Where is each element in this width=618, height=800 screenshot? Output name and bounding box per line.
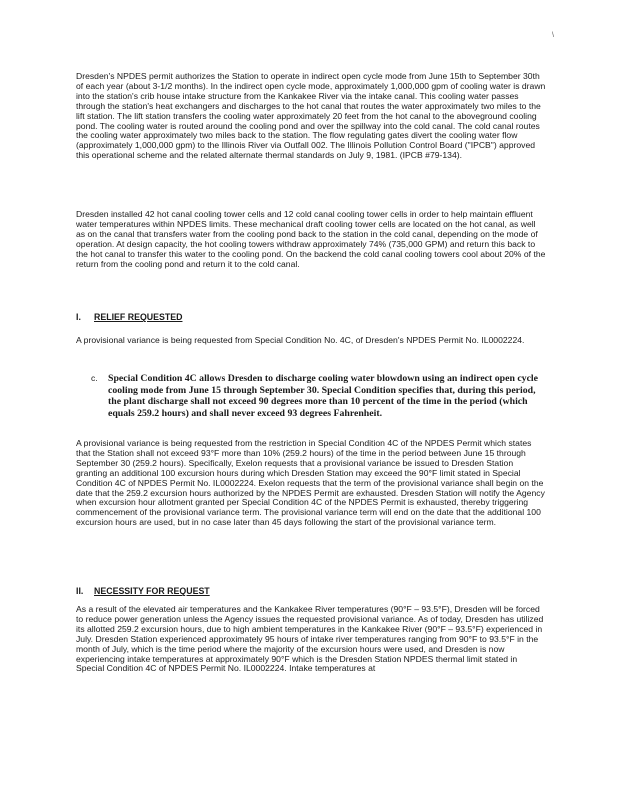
section-number: II. [76, 586, 84, 596]
paragraph-cooling-towers: Dresden installed 42 hot canal cooling tower cells and 12 cold canal cooling tower cells in order to help maintain effluent water temperatures within NPDES limits. These mechanical draft cooling tower cells are located on the hot canal, as well as on the canal that transfers water from the cooling pond back to the station in the cold canal, depending on the mode of operation. At design capacity, the hot cooling towers withdraw approximately 74% (735,000 GPM) and return this back to the hot canal to transfer this water to the cooling pond. On the backend the cold canal cooling towers cool about 20% of the return from the cooling pond and return it to the cold canal. [76, 209, 546, 269]
paragraph-variance-intro: A provisional variance is being requested from Special Condition No. 4C, of Dresden's NPDES Permit No. IL0002224. [76, 335, 525, 345]
corner-mark: \ [552, 32, 554, 39]
special-condition-text: Special Condition 4C allows Dresden to discharge cooling water blowdown using an indirect open cycle cooling mode from June 15 through September 30. Special Condition specifies that, during this period, the plant discharge shall not exceed 90 degrees more than 10 percent of the time in the period (which equals 259.2 hours) and shall never exceed 93 degrees Fahrenheit. [108, 373, 539, 419]
special-condition-item [91, 373, 543, 419]
list-marker: c. [91, 373, 98, 383]
paragraph-operation-mode: Dresden's NPDES permit authorizes the Station to operate in indirect open cycle mode from June 15th to September 30th of each year (about 3-1/2 months). In the indirect open cycle mode, approximately 1,000,000 gpm of cooling water is drawn into the station's crib house intake structure from the Kankakee River via the intake canal. This cooling water passes through the station's heat exchangers and discharges to the hot canal that routes the water approximately two miles to the lift station. The lift station transfers the cooling water approximately 20 feet from the hot canal to the aboveground cooling pond. The cooling water is routed around the cooling pond and over the spillway into the cold canal. The cold canal routes the cooling water approximately two miles back to the station. The flow regulating gates divert the cooling water flow (approximately 1,000,000 gpm) to the Illinois River via Outfall 002. The Illinois Pollution Control Board ("IPCB") approved this operational scheme and the related alternate thermal standards on July 9, 1981. (IPCB #79-134). [76, 71, 546, 161]
section-heading-necessity [76, 586, 210, 596]
paragraph-variance-request: A provisional variance is being requested from the restriction in Special Condition 4C of the NPDES Permit which states that the Station shall not exceed 93°F more than 10% (259.2 hours) of the time in the period between June 15 through September 30 (259.2 hours). Specifically, Exelon requests that a provisional variance be issued to Dresden Station granting an additional 100 excursion hours during which Dresden Station may exceed the 90°F limit stated in Special Condition 4C of NPDES Permit No. IL0002224. Exelon requests that the term of the provisional variance shall begin on the date that the 259.2 excursion hours authorized by the NPDES Permit are exhausted. Dresden Station will notify the Agency when excursion hour allotment granted per Special Condition 4C of the NPDES Permit is exhausted, thereby triggering commencement of the provisional variance term. The provisional variance term will end on the date that the additional 100 excursion hours are used, but in no case later than 45 days following the start of the provisional variance term. [76, 438, 545, 528]
section-number: I. [76, 312, 81, 322]
section-heading-relief-requested [76, 312, 182, 322]
paragraph-necessity: As a result of the elevated air temperatures and the Kankakee River temperatures (90°F – 93.5°F), Dresden will be forced to reduce power generation unless the Agency issues the requested provisional variance. As of today, Dresden has utilized its allotted 259.2 excursion hours, due to high ambient temperatures in the Kankakee River (90°F – 93.5°F) experienced in July. Dresden Station experienced approximately 95 hours of intake river temperatures ranging from 90°F to 93.5°F in the month of July, which is the time period where the majority of the excursion hours were used, and Dresden is now experiencing intake temperatures at approximately 90°F which is the Dresden Station NPDES thermal limit stated in Special Condition 4C of NPDES Permit No. IL0002224. Intake temperatures at [76, 604, 544, 674]
section-title: NECESSITY FOR REQUEST [94, 586, 210, 596]
section-title: RELIEF REQUESTED [94, 312, 183, 322]
